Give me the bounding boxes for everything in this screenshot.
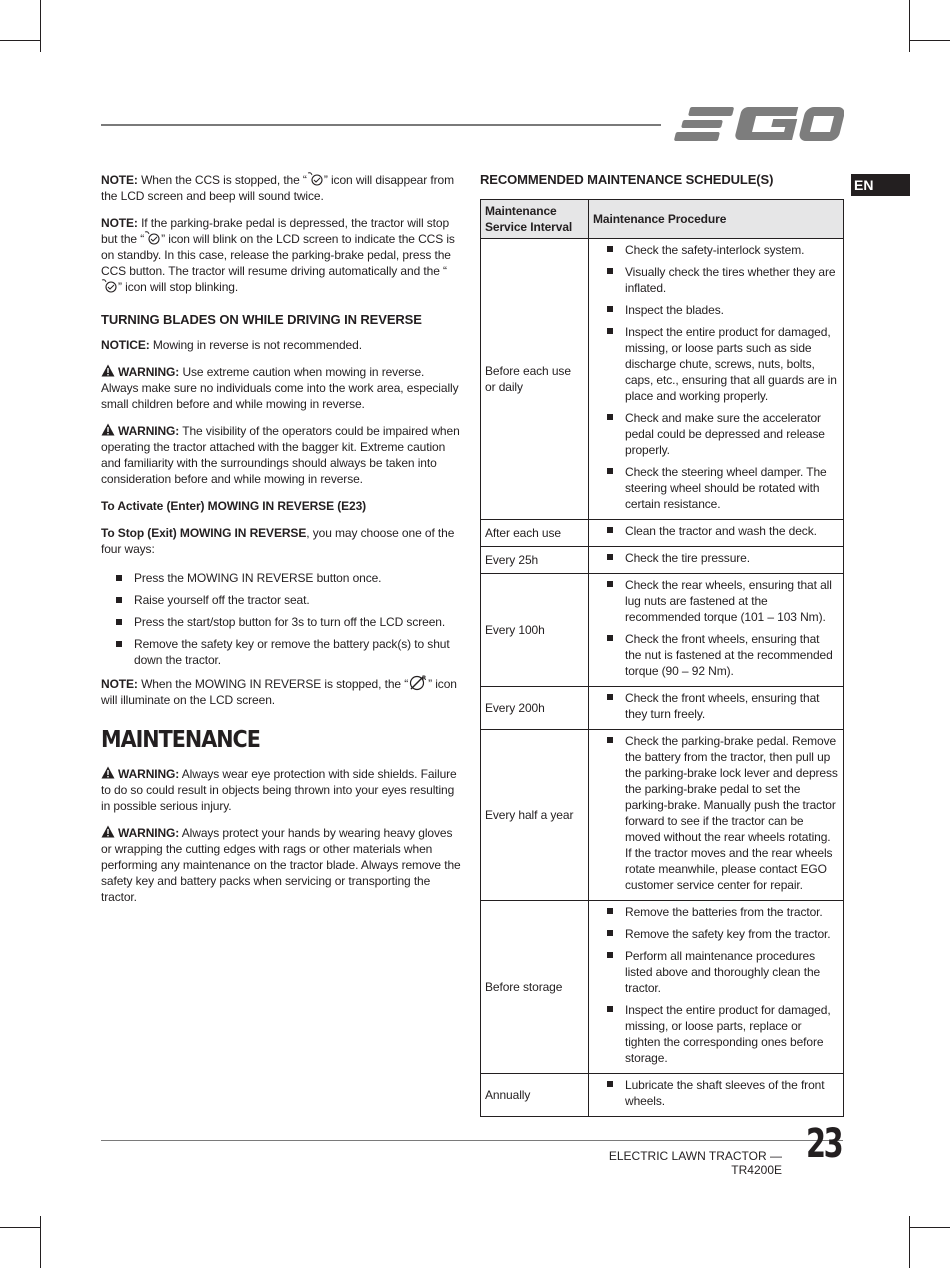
ccs-icon bbox=[101, 279, 118, 293]
list-item: Inspect the entire product for damaged, missing, or loose parts, replace or tighten the corresponding ones before storage. bbox=[593, 1002, 839, 1066]
left-column bbox=[101, 172, 463, 916]
warning-bagger-kit bbox=[101, 423, 463, 487]
note-text: When the CCS is stopped, the “ bbox=[141, 173, 307, 187]
warning-icon bbox=[101, 364, 115, 377]
activate-reverse: To Activate (Enter) MOWING IN REVERSE (E23) bbox=[101, 499, 367, 513]
column-header: Maintenance Procedure bbox=[589, 200, 844, 239]
stop-label: To Stop (Exit) MOWING IN REVERSE bbox=[101, 526, 307, 540]
note-text: ” icon will illuminate on the LCD screen. bbox=[101, 677, 457, 707]
list-item: Visually check the tires whether they are inflated. bbox=[593, 264, 839, 296]
note-text: ” icon will blink on the LCD screen to indicate the CCS is on standby. In this case, release the parking-brake pedal, press the CCS button. The tractor will resume driving automatically and the “ bbox=[101, 232, 455, 278]
table-row bbox=[481, 547, 844, 574]
table-row bbox=[481, 730, 844, 901]
warning-label: WARNING: bbox=[118, 365, 180, 379]
interval-cell: Before each use or daily bbox=[481, 239, 589, 520]
warning-text: The visibility of the operators could be impaired when operating the tractor attached with the bagger kit. Extreme caution and familiarity with the surroundings should always be taken into consideration before and while mowing in reverse. bbox=[101, 424, 460, 486]
language-tab: EN bbox=[851, 174, 910, 196]
interval-cell: Every half a year bbox=[481, 730, 589, 901]
interval-cell: Every 100h bbox=[481, 574, 589, 687]
warning-icon bbox=[101, 825, 115, 838]
warning-text: Use extreme caution when mowing in reverse. Always make sure no individuals come into the work area, especially small children before and while mowing in reverse. bbox=[101, 365, 459, 411]
list-item: Check the steering wheel damper. The steering wheel should be rotated with certain resistance. bbox=[593, 464, 839, 512]
procedure-cell bbox=[589, 520, 844, 547]
warning-label: WARNING: bbox=[118, 424, 180, 438]
right-column bbox=[480, 172, 844, 1117]
interval-cell: Before storage bbox=[481, 901, 589, 1074]
list-item: Check the front wheels, ensuring that they turn freely. bbox=[593, 690, 839, 722]
table-header-row bbox=[481, 200, 844, 239]
warning-gloves bbox=[101, 825, 463, 905]
crop-mark bbox=[909, 0, 910, 52]
stop-reverse bbox=[101, 525, 463, 557]
procedure-cell bbox=[589, 901, 844, 1074]
crop-mark bbox=[909, 1216, 910, 1268]
list-item: Check the rear wheels, ensuring that all lug nuts are fastened at the recommended torque (101 – 103 Nm). bbox=[593, 577, 839, 625]
interval-cell: Every 25h bbox=[481, 547, 589, 574]
note-text: ” icon will disappear from the LCD screen and beep will sound twice. bbox=[101, 173, 454, 203]
list-item: Remove the batteries from the tractor. bbox=[593, 904, 839, 920]
procedure-cell bbox=[589, 1074, 844, 1117]
note-reverse-stopped bbox=[101, 674, 463, 708]
note-text: If the parking-brake pedal is depressed, the tractor will stop but the “ bbox=[101, 216, 450, 246]
warning-text: Always wear eye protection with side shields. Failure to do so could result in objects being thrown into your eyes resulting in possible serious injury. bbox=[101, 767, 457, 813]
warning-text: Always protect your hands by wearing heavy gloves or wrapping the cutting edges with rags or other materials when performing any maintenance on the tractor blade. Always remove the safety key and battery packs when servicing or transporting the tractor. bbox=[101, 826, 461, 904]
procedure-cell bbox=[589, 547, 844, 574]
stop-text: , you may choose one of the four ways: bbox=[101, 526, 455, 556]
list-item: Inspect the entire product for damaged, missing, or loose parts such as side discharge chute, screws, nuts, bolts, caps, etc., ensuring that all guards are in place and working properly. bbox=[593, 324, 839, 404]
warning-eye-protection bbox=[101, 766, 463, 814]
list-item: Check the safety-interlock system. bbox=[593, 242, 839, 258]
procedure-cell bbox=[589, 574, 844, 687]
interval-cell: Every 200h bbox=[481, 687, 589, 730]
list-item: Check and make sure the accelerator pedal could be depressed and release properly. bbox=[593, 410, 839, 458]
footer-product-name: ELECTRIC LAWN TRACTOR — TR4200E bbox=[608, 1149, 782, 1177]
maintenance-schedule-table bbox=[480, 199, 844, 1117]
footer-rule bbox=[101, 1140, 843, 1141]
list-item: Press the start/stop button for 3s to turn off the LCD screen. bbox=[101, 614, 463, 630]
list-item: Inspect the blades. bbox=[593, 302, 839, 318]
notice-label: NOTICE: bbox=[101, 338, 150, 352]
note-label: NOTE: bbox=[101, 216, 138, 230]
list-item: Lubricate the shaft sleeves of the front wheels. bbox=[593, 1077, 839, 1109]
table-row bbox=[481, 901, 844, 1074]
stop-ways-list bbox=[101, 570, 463, 668]
crop-mark bbox=[40, 1216, 41, 1268]
note-label: NOTE: bbox=[101, 677, 138, 691]
note-label: NOTE: bbox=[101, 173, 138, 187]
list-item: Check the front wheels, ensuring that the nut is fastened at the recommended torque (90 – 92 Nm). bbox=[593, 631, 839, 679]
list-item: Raise yourself off the tractor seat. bbox=[101, 592, 463, 608]
ccs-icon bbox=[307, 172, 324, 186]
heading-reverse: TURNING BLADES ON WHILE DRIVING IN REVERSE bbox=[101, 312, 422, 327]
warning-icon bbox=[101, 766, 115, 779]
heading-maintenance: MAINTENANCE bbox=[101, 727, 260, 753]
list-item: Check the tire pressure. bbox=[593, 550, 839, 566]
note-text: ” icon will stop blinking. bbox=[118, 280, 239, 294]
interval-cell: Annually bbox=[481, 1074, 589, 1117]
warning-label: WARNING: bbox=[118, 826, 180, 840]
warning-reverse-caution bbox=[101, 364, 463, 412]
warning-label: WARNING: bbox=[118, 767, 180, 781]
column-header: Maintenance Service Interval bbox=[481, 200, 589, 239]
note-ccs-stopped bbox=[101, 172, 463, 204]
list-item: Press the MOWING IN REVERSE button once. bbox=[101, 570, 463, 586]
procedure-cell bbox=[589, 730, 844, 901]
note-parking-brake bbox=[101, 215, 463, 295]
crop-mark bbox=[40, 0, 41, 52]
schedule-title: RECOMMENDED MAINTENANCE SCHEDULE(S) bbox=[480, 172, 774, 187]
procedure-cell bbox=[589, 239, 844, 520]
interval-cell: After each use bbox=[481, 520, 589, 547]
crop-mark bbox=[910, 1227, 950, 1228]
list-item: Remove the safety key or remove the battery pack(s) to shut down the tractor. bbox=[101, 636, 463, 668]
table-row bbox=[481, 687, 844, 730]
svg-text:R: R bbox=[422, 675, 427, 682]
list-item: Remove the safety key from the tractor. bbox=[593, 926, 839, 942]
crop-mark bbox=[0, 1227, 40, 1228]
warning-icon bbox=[101, 423, 115, 436]
list-item: Check the parking-brake pedal. Remove the battery from the tractor, then pull up the parking-brake lock lever and depress the parking-brake pedal to set the parking-brake. Manually push the tractor forward to see if the tractor can be moved without the rear wheels rotating. If the tractor moves and the rear wheels rotate meanwhile, please contact EGO customer service center for repair. bbox=[593, 733, 839, 893]
page-number: 23 bbox=[806, 1121, 842, 1167]
list-item: Perform all maintenance procedures listed above and thoroughly clean the tractor. bbox=[593, 948, 839, 996]
list-item: Clean the tractor and wash the deck. bbox=[593, 523, 839, 539]
crop-mark bbox=[0, 40, 40, 41]
crop-mark bbox=[910, 40, 950, 41]
mowing-reverse-icon bbox=[408, 674, 428, 691]
notice-text: Mowing in reverse is not recommended. bbox=[152, 338, 362, 352]
notice-reverse bbox=[101, 337, 463, 353]
table-row bbox=[481, 574, 844, 687]
note-text: When the MOWING IN REVERSE is stopped, the “ bbox=[141, 677, 409, 691]
table-row bbox=[481, 239, 844, 520]
ego-logo bbox=[672, 104, 844, 144]
table-row bbox=[481, 1074, 844, 1117]
table-row bbox=[481, 520, 844, 547]
ccs-icon bbox=[144, 231, 161, 245]
procedure-cell bbox=[589, 687, 844, 730]
header-rule bbox=[101, 124, 661, 126]
